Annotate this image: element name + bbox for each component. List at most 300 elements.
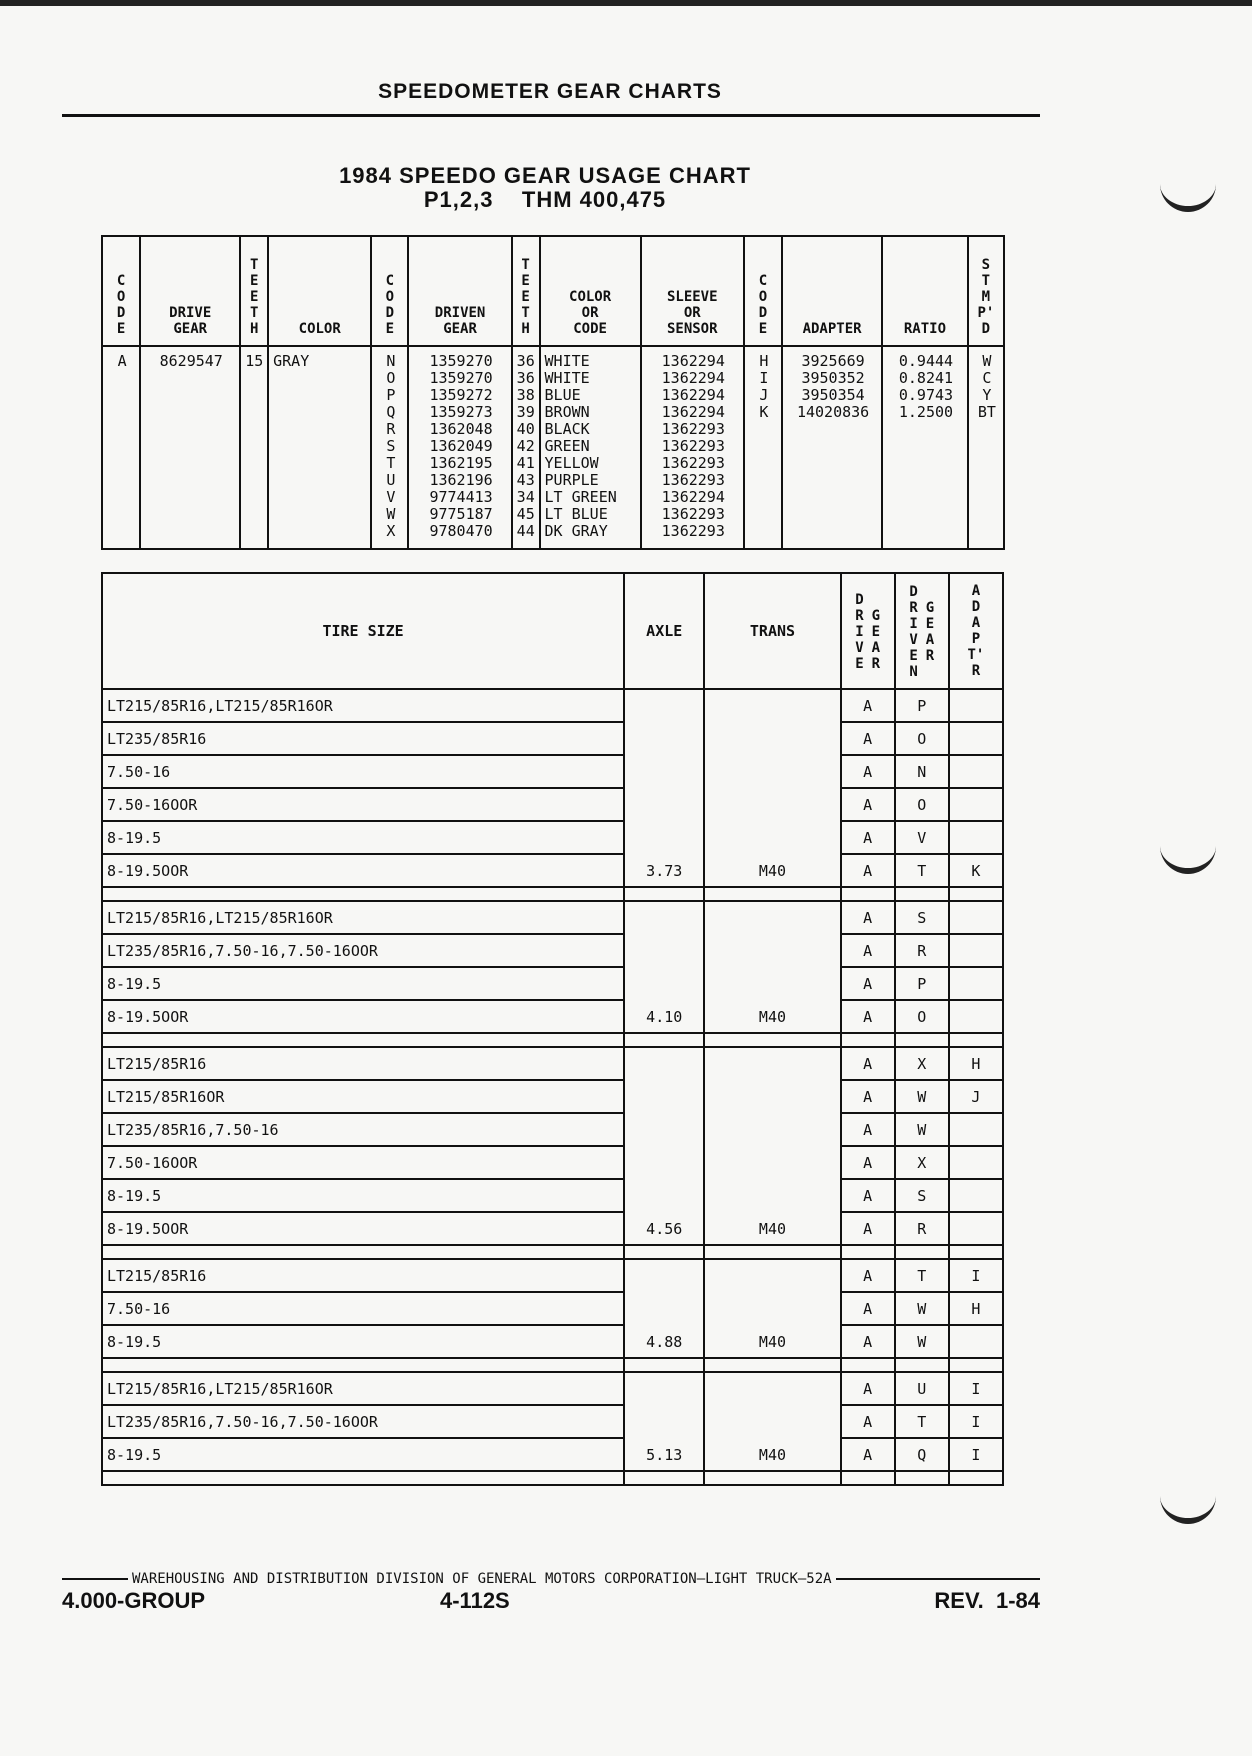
header-tire-size: TIRE SIZE — [102, 573, 624, 689]
list-entry: N — [909, 664, 918, 680]
drive-gear-code-cell: A — [841, 967, 895, 1000]
list-entry: C — [385, 273, 395, 289]
table-row — [102, 1292, 1003, 1325]
header-axle: AXLE — [624, 573, 704, 689]
footer-division-text: WAREHOUSING AND DISTRIBUTION DIVISION OF GENERAL MOTORS CORPORATION—LIGHT TRUCK—52A — [132, 1571, 832, 1587]
list-entry: P — [971, 631, 981, 647]
list-entry: 1359270 — [429, 369, 493, 387]
table-row — [102, 1212, 1003, 1245]
separator-cell — [102, 887, 624, 901]
list-entry: DK GRAY — [544, 522, 608, 540]
driven-gear-code-cell: S — [895, 1179, 949, 1212]
list-entry: E — [249, 273, 259, 289]
list-entry: E — [385, 321, 395, 337]
list-entry: 1362294 — [661, 352, 725, 370]
separator-cell — [624, 1471, 704, 1485]
tire-size-cell: 7.50-16OOR — [102, 788, 624, 821]
drive-gear-code-cell: A — [841, 1325, 895, 1358]
separator-cell — [624, 1245, 704, 1259]
adapter-code-cell — [949, 967, 1003, 1000]
tire-size-cell: LT235/85R16,7.50-16 — [102, 1113, 624, 1146]
tire-size-cell: LT215/85R16,LT215/85R16OR — [102, 689, 624, 722]
list-entry: D — [971, 599, 981, 615]
tire-size-cell: LT215/85R16 — [102, 1259, 624, 1292]
separator-cell — [841, 1471, 895, 1485]
list-entry: 1.2500 — [898, 403, 954, 421]
header-teeth-driven — [512, 236, 540, 346]
list-entry: J — [759, 386, 769, 404]
list-entry: LT GREEN — [544, 488, 617, 506]
table-row — [102, 1179, 1003, 1212]
drive-gear-code-cell: A — [841, 854, 895, 887]
tire-size-cell: 8-19.5OOR — [102, 1000, 624, 1033]
list-entry: A — [871, 640, 881, 656]
list-entry: 43 — [516, 471, 535, 489]
separator-cell — [949, 887, 1003, 901]
separator-cell — [841, 1033, 895, 1047]
list-entry: 34 — [516, 488, 535, 506]
list-entry: U — [386, 471, 396, 489]
list-entry: I — [855, 624, 864, 640]
list-entry: C — [116, 273, 126, 289]
header-drive-gear-code — [841, 573, 895, 689]
list-entry: 44 — [516, 522, 535, 540]
drive-gear-code-cell: A — [841, 689, 895, 722]
drive-gear-code-cell: A — [841, 1080, 895, 1113]
driven-gear-code-cell: O — [895, 788, 949, 821]
binder-ring-mark — [1160, 1462, 1216, 1524]
tire-size-cell: LT215/85R16,LT215/85R16OR — [102, 901, 624, 934]
tire-size-cell: 8-19.5OOR — [102, 854, 624, 887]
axle-ratio-cell: 4.88 — [624, 1259, 704, 1358]
separator-cell — [102, 1358, 624, 1372]
list-entry: 14020836 — [796, 403, 870, 421]
drive-gear-code-cell: A — [841, 1372, 895, 1405]
list-entry: 36 — [516, 352, 535, 370]
list-entry: 9775187 — [429, 505, 493, 523]
separator-cell — [102, 1033, 624, 1047]
list-entry: D — [855, 592, 864, 608]
drive-teeth: 15 — [240, 346, 268, 549]
list-entry: 9774413 — [429, 488, 493, 506]
drive-code: A — [102, 346, 140, 549]
tire-size-cell: 7.50-16OOR — [102, 1146, 624, 1179]
separator-cell — [895, 1033, 949, 1047]
page-title: SPEEDOMETER GEAR CHARTS — [378, 80, 722, 103]
list-entry: 1362293 — [661, 454, 725, 472]
list-entry: 39 — [516, 403, 535, 421]
chart-title-line1: 1984 SPEEDO GEAR USAGE CHART — [339, 163, 751, 188]
axle-ratio-cell: 4.10 — [624, 901, 704, 1033]
transmission-cell: M40 — [704, 901, 840, 1033]
list-entry: E — [116, 321, 126, 337]
table-row — [102, 1146, 1003, 1179]
driven-code-list — [371, 346, 408, 549]
transmission-cell: M40 — [704, 1047, 840, 1245]
list-entry: SLEEVE — [666, 289, 718, 305]
drive-gear-code-cell: A — [841, 934, 895, 967]
list-entry: R — [909, 600, 918, 616]
list-entry: X — [386, 522, 396, 540]
driven-gear-code-cell: N — [895, 755, 949, 788]
list-entry: 3950354 — [801, 386, 865, 404]
drive-gear-code-cell: A — [841, 1292, 895, 1325]
table-row — [102, 901, 1003, 934]
list-entry: GEAR — [173, 321, 208, 337]
tire-size-cell: LT215/85R16 — [102, 1047, 624, 1080]
table-row — [102, 1113, 1003, 1146]
footer-group: 4.000-GROUP — [62, 1588, 206, 1613]
tire-size-cell: 8-19.5 — [102, 1179, 624, 1212]
adapter-code-cell — [949, 1325, 1003, 1358]
drive-gear-number: 8629547 — [140, 346, 240, 549]
list-entry: BLACK — [544, 420, 590, 438]
adapter-code-cell — [949, 755, 1003, 788]
driven-gear-code-cell: X — [895, 1047, 949, 1080]
driven-gear-code-cell: R — [895, 1212, 949, 1245]
adapter-code-cell — [949, 821, 1003, 854]
list-entry: 36 — [516, 369, 535, 387]
adapter-code-cell: I — [949, 1372, 1003, 1405]
list-entry: O — [116, 289, 126, 305]
list-entry: 1362196 — [429, 471, 493, 489]
list-entry: C — [758, 273, 768, 289]
driven-gear-code-cell: W — [895, 1325, 949, 1358]
list-entry: 1362293 — [661, 437, 725, 455]
separator-cell — [704, 1245, 840, 1259]
list-entry: E — [521, 273, 530, 289]
driven-gear-code-cell: T — [895, 854, 949, 887]
adapter-code-cell — [949, 722, 1003, 755]
transmission-cell: M40 — [704, 1259, 840, 1358]
adapter-code-cell — [949, 1113, 1003, 1146]
adapter-code-cell — [949, 689, 1003, 722]
sleeve-list — [641, 346, 744, 549]
drive-gear-code-cell: A — [841, 1047, 895, 1080]
list-entry: D — [116, 305, 126, 321]
drive-gear-code-cell: A — [841, 901, 895, 934]
table-row — [102, 1047, 1003, 1080]
drive-gear-code-cell: A — [841, 788, 895, 821]
driven-gear-code-cell: Q — [895, 1438, 949, 1471]
table-row — [102, 722, 1003, 755]
adapter-code-cell — [949, 1212, 1003, 1245]
group-separator-row — [102, 1471, 1003, 1485]
adapter-code-cell: I — [949, 1438, 1003, 1471]
list-entry: T — [249, 257, 259, 273]
list-entry: T' — [967, 647, 985, 663]
drive-gear-code-cell: A — [841, 1212, 895, 1245]
separator-cell — [704, 1471, 840, 1485]
driven-gear-code-cell: W — [895, 1292, 949, 1325]
header-driven-gear-code — [895, 573, 949, 689]
list-entry: GEAR — [443, 321, 477, 337]
separator-cell — [895, 1245, 949, 1259]
tire-size-cell: 7.50-16 — [102, 1292, 624, 1325]
chart-title — [0, 164, 1090, 212]
list-entry: R — [971, 663, 981, 679]
driven-gear-code-cell: T — [895, 1405, 949, 1438]
list-entry: DRIVEN — [434, 305, 486, 321]
list-entry: A — [971, 615, 981, 631]
adapter-code-cell — [949, 788, 1003, 821]
header-adapter: ADAPTER — [782, 236, 882, 346]
drive-color: GRAY — [268, 346, 371, 549]
list-entry: P — [386, 386, 396, 404]
separator-cell — [841, 887, 895, 901]
driven-gear-list — [408, 346, 511, 549]
separator-cell — [949, 1471, 1003, 1485]
list-entry: A — [925, 632, 935, 648]
transmission-cell: M40 — [704, 1372, 840, 1471]
list-entry: G — [871, 608, 881, 624]
drive-gear-code-cell: A — [841, 821, 895, 854]
driven-teeth-list — [512, 346, 540, 549]
footer-division-line — [62, 1571, 1040, 1587]
adapter-code-cell — [949, 901, 1003, 934]
list-entry: H — [521, 321, 530, 337]
top-edge-bar — [0, 0, 1252, 6]
driven-gear-code-cell: P — [895, 967, 949, 1000]
driven-gear-code-cell: O — [895, 1000, 949, 1033]
list-entry: 1362294 — [661, 488, 725, 506]
binder-ring-mark — [1160, 150, 1216, 212]
list-entry: R — [871, 656, 881, 672]
tire-size-cell: 7.50-16 — [102, 755, 624, 788]
list-entry: K — [759, 403, 769, 421]
list-entry: 1362293 — [661, 522, 725, 540]
adapter-code-cell — [949, 934, 1003, 967]
list-entry: O — [386, 369, 396, 387]
list-entry: R — [855, 608, 864, 624]
table-row — [102, 1372, 1003, 1405]
list-entry: 0.9743 — [898, 386, 954, 404]
list-entry: 3925669 — [801, 352, 865, 370]
list-entry: V — [386, 488, 396, 506]
list-entry: D — [385, 305, 395, 321]
table-row — [102, 689, 1003, 722]
table-row — [102, 1000, 1003, 1033]
list-entry: BT — [977, 403, 996, 421]
list-entry: 1362293 — [661, 505, 725, 523]
header-driven-gear — [408, 236, 511, 346]
adapter-code-cell: K — [949, 854, 1003, 887]
list-entry: 1359270 — [429, 352, 493, 370]
list-entry: P' — [977, 305, 995, 321]
list-entry: D — [981, 321, 991, 337]
list-entry: V — [855, 640, 864, 656]
header-stmpd — [968, 236, 1004, 346]
list-entry: T — [521, 257, 530, 273]
driven-gear-code-cell: T — [895, 1259, 949, 1292]
drive-gear-code-cell: A — [841, 1146, 895, 1179]
list-entry: 3950352 — [801, 369, 865, 387]
header-code-adapter — [744, 236, 782, 346]
adapter-code-cell: H — [949, 1047, 1003, 1080]
list-entry: WHITE — [544, 352, 590, 370]
header-ratio: RATIO — [882, 236, 968, 346]
list-entry: 0.8241 — [898, 369, 954, 387]
separator-cell — [895, 1358, 949, 1372]
ratio-list — [882, 346, 968, 549]
list-entry: N — [386, 352, 396, 370]
separator-cell — [895, 887, 949, 901]
separator-cell — [841, 1245, 895, 1259]
driven-gear-code-cell: O — [895, 722, 949, 755]
list-entry: T — [981, 273, 991, 289]
separator-cell — [624, 1358, 704, 1372]
tire-size-cell: LT215/85R16OR — [102, 1080, 624, 1113]
table-row — [102, 821, 1003, 854]
list-entry: BROWN — [544, 403, 590, 421]
list-entry: OR — [683, 305, 701, 321]
table-row — [102, 854, 1003, 887]
driven-gear-code-cell: V — [895, 821, 949, 854]
separator-cell — [949, 1358, 1003, 1372]
list-entry: E — [855, 656, 864, 672]
list-entry: E — [521, 289, 530, 305]
list-entry: T — [386, 454, 396, 472]
list-entry: T — [249, 305, 259, 321]
list-entry: PURPLE — [544, 471, 599, 489]
list-entry: T — [521, 305, 530, 321]
adapter-code-list — [744, 346, 782, 549]
driven-gear-code-cell: W — [895, 1113, 949, 1146]
driven-gear-code-cell: X — [895, 1146, 949, 1179]
table-row — [102, 1259, 1003, 1292]
gear-table-header-row — [102, 236, 1004, 346]
list-entry: H — [759, 352, 769, 370]
list-entry: COLOR — [569, 289, 612, 305]
separator-cell — [102, 1245, 624, 1259]
header-color-or-code — [540, 236, 641, 346]
header-color: COLOR — [268, 236, 371, 346]
chart-title-line2: P1,2,3 THM 400,475 — [423, 187, 667, 212]
driven-gear-code-cell: S — [895, 901, 949, 934]
driven-gear-code-cell: W — [895, 1080, 949, 1113]
list-entry: E — [871, 624, 881, 640]
list-entry: 1362293 — [661, 420, 725, 438]
list-entry: GREEN — [544, 437, 590, 455]
list-entry: E — [925, 616, 935, 632]
drive-gear-code-cell: A — [841, 1179, 895, 1212]
list-entry: I — [759, 369, 769, 387]
table-row — [102, 755, 1003, 788]
list-entry: W — [386, 505, 396, 523]
list-entry: OR — [581, 305, 599, 321]
footer-page-number: 4-112S — [440, 1588, 510, 1613]
list-entry: 1362293 — [661, 471, 725, 489]
axle-ratio-cell: 4.56 — [624, 1047, 704, 1245]
table-row — [102, 788, 1003, 821]
binder-ring-mark — [1160, 812, 1216, 874]
drive-gear-code-cell: A — [841, 1259, 895, 1292]
adapter-code-cell — [949, 1179, 1003, 1212]
list-entry: I — [909, 616, 918, 632]
adapter-list — [782, 346, 882, 549]
drive-gear-code-cell: A — [841, 1113, 895, 1146]
table-row — [102, 967, 1003, 1000]
tire-size-cell: LT235/85R16 — [102, 722, 624, 755]
list-entry: 1362294 — [661, 403, 725, 421]
list-entry: E — [758, 321, 768, 337]
gear-table-data-row — [102, 346, 1004, 549]
table-row — [102, 1325, 1003, 1358]
tire-size-cell: 8-19.5 — [102, 1438, 624, 1471]
header-code-driven — [371, 236, 408, 346]
header-trans: TRANS — [704, 573, 840, 689]
tire-table-header-row — [102, 573, 1003, 689]
list-entry: 9780470 — [429, 522, 493, 540]
list-entry: A — [971, 583, 981, 599]
driven-gear-code-cell: R — [895, 934, 949, 967]
list-entry: BLUE — [544, 386, 581, 404]
list-entry: Q — [386, 403, 396, 421]
list-entry: H — [249, 321, 259, 337]
tire-size-cell: 8-19.5OOR — [102, 1212, 624, 1245]
table-row — [102, 1080, 1003, 1113]
list-entry: 1359273 — [429, 403, 493, 421]
axle-ratio-cell: 5.13 — [624, 1372, 704, 1471]
list-entry: 42 — [516, 437, 535, 455]
list-entry: Y — [982, 386, 992, 404]
separator-cell — [624, 1033, 704, 1047]
drive-gear-code-cell: A — [841, 722, 895, 755]
list-entry: R — [925, 648, 935, 664]
list-entry: M — [981, 289, 991, 305]
list-entry: 40 — [516, 420, 535, 438]
list-entry: 1362049 — [429, 437, 493, 455]
adapter-code-cell: I — [949, 1405, 1003, 1438]
tire-size-cell: 8-19.5 — [102, 821, 624, 854]
list-entry: 1362048 — [429, 420, 493, 438]
tire-table-body — [102, 689, 1003, 1485]
separator-cell — [949, 1033, 1003, 1047]
separator-cell — [704, 1033, 840, 1047]
list-entry: 1359272 — [429, 386, 493, 404]
list-entry: D — [758, 305, 768, 321]
separator-cell — [841, 1358, 895, 1372]
list-entry: 1362294 — [661, 386, 725, 404]
list-entry: E — [909, 648, 918, 664]
group-separator-row — [102, 1358, 1003, 1372]
list-entry: CODE — [573, 321, 607, 337]
group-separator-row — [102, 887, 1003, 901]
drive-gear-code-cell: A — [841, 1405, 895, 1438]
list-entry: O — [385, 289, 395, 305]
separator-cell — [102, 1471, 624, 1485]
list-entry: 1362195 — [429, 454, 493, 472]
group-separator-row — [102, 1245, 1003, 1259]
list-entry: S — [386, 437, 396, 455]
list-entry: C — [982, 369, 992, 387]
header-sleeve-or-sensor — [641, 236, 744, 346]
tire-size-cell: LT235/85R16,7.50-16,7.50-16OOR — [102, 1405, 624, 1438]
group-separator-row — [102, 1033, 1003, 1047]
list-entry: SENSOR — [666, 321, 718, 337]
list-entry: 38 — [516, 386, 535, 404]
list-entry: V — [909, 632, 918, 648]
list-entry: 1362294 — [661, 369, 725, 387]
tire-size-cell: LT235/85R16,7.50-16,7.50-16OOR — [102, 934, 624, 967]
list-entry: 41 — [516, 454, 535, 472]
tire-size-table — [101, 572, 1004, 1486]
list-entry: DRIVE — [169, 305, 212, 321]
tire-size-cell: 8-19.5 — [102, 1325, 624, 1358]
table-row — [102, 934, 1003, 967]
drive-gear-code-cell: A — [841, 755, 895, 788]
adapter-code-cell — [949, 1000, 1003, 1033]
